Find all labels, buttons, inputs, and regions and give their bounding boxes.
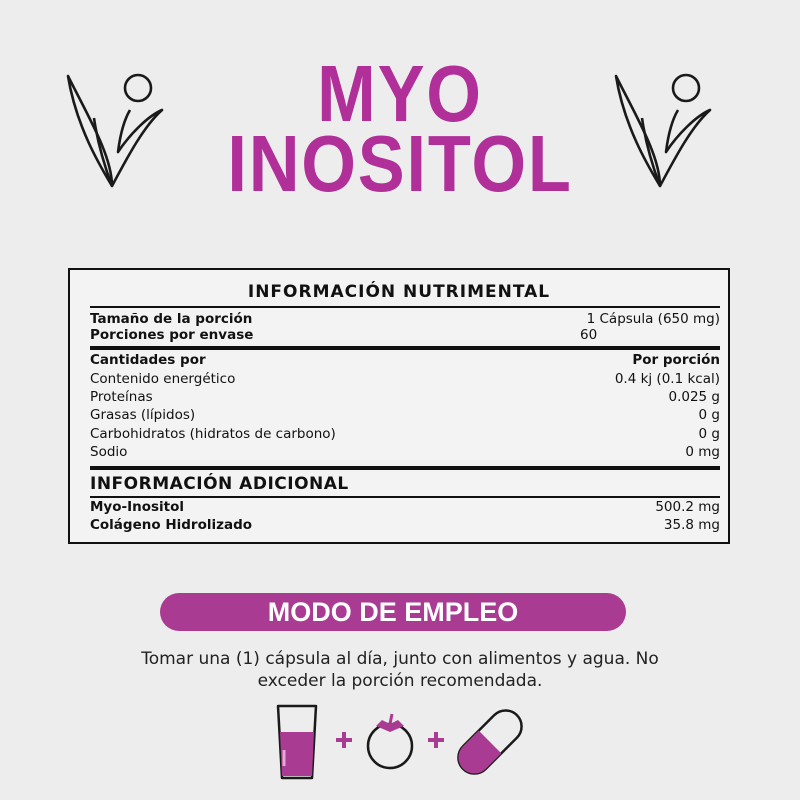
additional-row — [90, 498, 720, 516]
usage-icons — [272, 702, 532, 782]
usage-instructions — [80, 648, 720, 692]
additional-label: Colágeno Hidrolizado — [90, 517, 253, 533]
nutrient-row — [90, 443, 720, 461]
additional-row — [90, 516, 720, 534]
nutrient-label: Proteínas — [90, 389, 153, 405]
nutrient-value: 0 g — [698, 407, 720, 423]
capsule-icon — [452, 704, 528, 780]
nutrient-label: Grasas (lípidos) — [90, 407, 196, 423]
tomato-icon — [368, 714, 412, 768]
nutrient-value: 0 mg — [685, 444, 720, 460]
plus-icon — [428, 732, 444, 748]
nutrient-row — [90, 370, 720, 388]
additional-value: 35.8 mg — [663, 517, 720, 533]
nutrient-value: 0.4 kj (0.1 kcal) — [614, 371, 720, 387]
servings-per-container-row — [90, 326, 720, 344]
product-title-line2: INOSITOL — [227, 119, 573, 208]
serving-size-label: Tamaño de la porción — [90, 311, 253, 327]
amounts-header-row — [90, 351, 720, 369]
glass-of-water-icon — [278, 706, 316, 778]
nutrient-value: 0 g — [698, 426, 720, 442]
nutrition-facts-panel — [68, 268, 730, 544]
thick-divider — [90, 346, 720, 350]
usage-line-1: Tomar una (1) cápsula al día, junto con alimentos y agua. No — [141, 649, 659, 669]
divider — [90, 306, 720, 308]
nutrient-label: Sodio — [90, 444, 128, 460]
usage-line-2: exceder la porción recomendada. — [257, 671, 543, 691]
nutrient-row — [90, 425, 720, 443]
additional-info-heading: INFORMACIÓN ADICIONAL — [90, 474, 349, 494]
serving-size-value: 1 Cápsula (650 mg) — [586, 311, 720, 327]
usage-heading-banner — [160, 593, 626, 631]
servings-per-container-value: 60 — [580, 327, 598, 343]
servings-per-container-label: Porciones por envase — [90, 327, 254, 343]
usage-heading: MODO DE EMPLEO — [267, 596, 519, 627]
plus-icon — [336, 732, 352, 748]
nutrient-row — [90, 388, 720, 406]
nutrition-heading: INFORMACIÓN NUTRIMENTAL — [247, 282, 551, 302]
per-serving-label: Por porción — [632, 352, 720, 368]
amounts-per-label: Cantidades por — [90, 352, 206, 368]
additional-value: 500.2 mg — [655, 499, 720, 515]
nutrient-row — [90, 406, 720, 424]
nutrient-value: 0.025 g — [668, 389, 720, 405]
product-title-line1: MYO — [317, 49, 483, 138]
nutrient-label: Contenido energético — [90, 371, 236, 387]
additional-label: Myo-Inositol — [90, 499, 185, 515]
nutrient-label: Carbohidratos (hidratos de carbono) — [90, 426, 336, 442]
thick-divider — [90, 466, 720, 470]
